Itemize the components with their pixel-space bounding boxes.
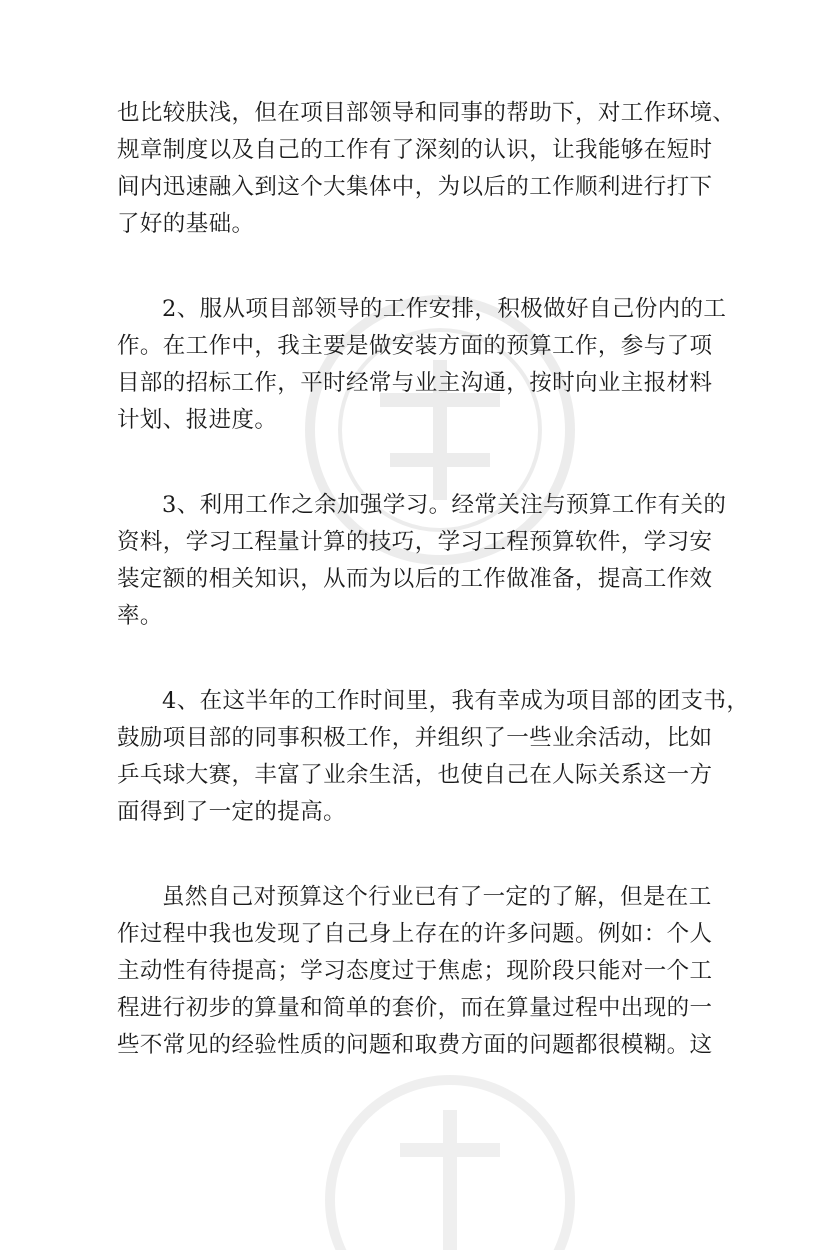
paragraph-2-line-4: 计划、报进度。 (117, 407, 278, 433)
paragraph-2-line-1: 2、服从项目部领导的工作安排，积极做好自己份内的工 (162, 296, 727, 322)
paragraph-5-line-3: 主动性有待提高；学习态度过于焦虑；现阶段只能对一个工 (117, 958, 713, 984)
paragraph-5-line-1: 虽然自己对预算这个行业已有了一定的了解，但是在工 (162, 884, 712, 910)
paragraph-5-line-2: 作过程中我也发现了自己身上存在的许多问题。例如：个人 (117, 921, 713, 947)
paragraph-3-line-1: 3、利用工作之余加强学习。经常关注与预算工作有关的 (162, 492, 727, 518)
paragraph-5-line-5: 些不常见的经验性质的问题和取费方面的问题都很模糊。这 (117, 1032, 713, 1058)
paragraph-5-line-4: 程进行初步的算量和简单的套价，而在算量过程中出现的一 (117, 995, 713, 1021)
paragraph-1-line-2: 规章制度以及自己的工作有了深刻的认识，让我能够在短时 (117, 137, 713, 163)
paragraph-1-line-3: 间内迅速融入到这个大集体中，为以后的工作顺利进行打下 (117, 174, 713, 200)
paragraph-1-line-4: 了好的基础。 (117, 211, 255, 237)
paragraph-3-line-4: 率。 (117, 603, 163, 629)
paragraph-3-line-2: 资料，学习工程量计算的技巧，学习工程预算软件，学习安 (117, 529, 713, 555)
paragraph-4-line-1: 4、在这半年的工作时间里，我有幸成为项目部的团支书， (162, 688, 750, 714)
watermark-seal-lower-icon (300, 1050, 600, 1250)
paragraph-2-line-2: 作。在工作中，我主要是做安装方面的预算工作，参与了项 (117, 333, 713, 359)
paragraph-4-line-3: 乒乓球大赛，丰富了业余生活，也使自己在人际关系这一方 (117, 762, 713, 788)
paragraph-2-line-3: 目部的招标工作，平时经常与业主沟通，按时向业主报材料 (117, 370, 713, 396)
paragraph-1-line-1: 也比较肤浅，但在项目部领导和同事的帮助下，对工作环境、 (117, 100, 736, 126)
paragraph-4-line-4: 面得到了一定的提高。 (117, 799, 347, 825)
paragraph-3-line-3: 装定额的相关知识，从而为以后的工作做准备，提高工作效 (117, 566, 713, 592)
paragraph-4-line-2: 鼓励项目部的同事积极工作，并组织了一些业余活动，比如 (117, 725, 713, 751)
